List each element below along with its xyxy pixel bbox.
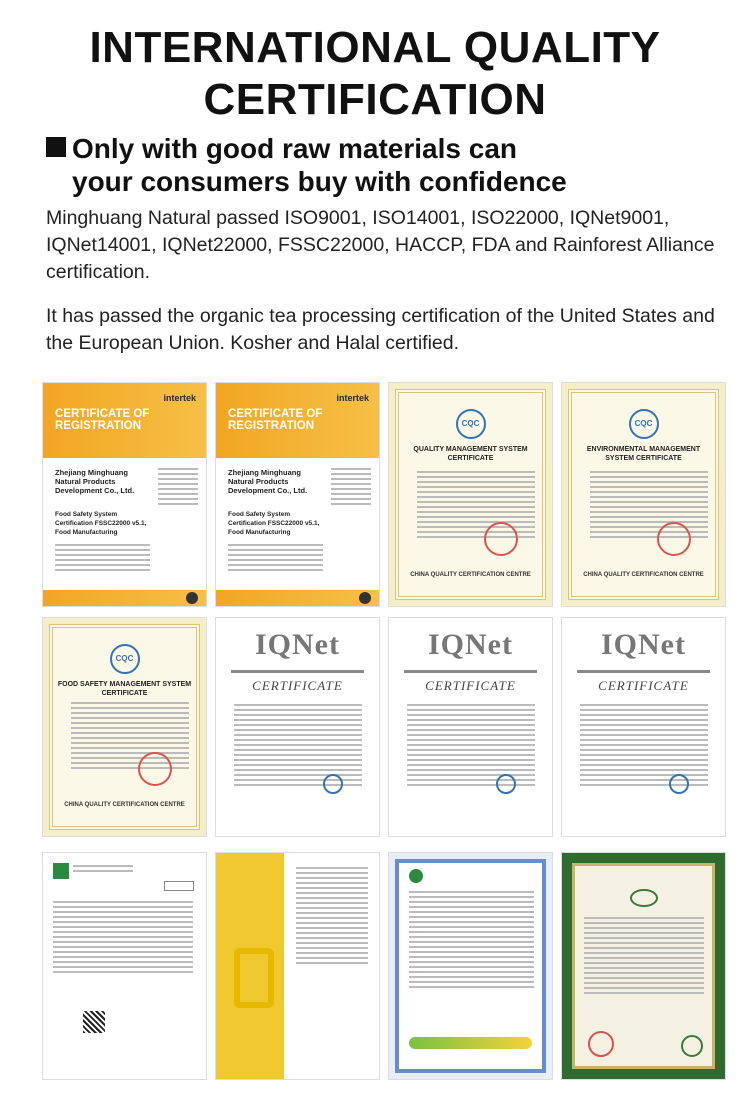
red-stamp-icon bbox=[484, 522, 518, 556]
iqnet-logo: IQNet bbox=[428, 628, 513, 661]
cqc-seal-icon: CQC bbox=[110, 644, 140, 674]
certificate-issuer: CHINA QUALITY CERTIFICATION CENTRE bbox=[64, 802, 185, 808]
certificate-halal-assurance-system-status bbox=[215, 852, 380, 1080]
certificate-standard: Food Safety System Certification FSSC22000 v5.1, Food Manufacturing bbox=[55, 511, 147, 536]
certificate-halal-document bbox=[42, 852, 207, 1080]
document-text-lines bbox=[53, 901, 193, 976]
intertek-logo: intertek bbox=[336, 393, 369, 403]
certificate-fssc-1 bbox=[42, 382, 207, 607]
certificate-header bbox=[216, 383, 379, 458]
halal-logo-icon bbox=[53, 863, 69, 879]
certificate-body bbox=[216, 458, 379, 606]
certificate-body bbox=[43, 458, 206, 606]
document-header-lines bbox=[73, 865, 133, 875]
certificate-text-lines bbox=[584, 917, 704, 997]
iqnet-logo: IQNet bbox=[255, 628, 340, 661]
certificate-majelis-ulama-indonesia bbox=[388, 852, 553, 1080]
certificate-halal-green bbox=[561, 852, 726, 1080]
certificate-text-lines bbox=[228, 544, 323, 574]
certificate-title: CERTIFICATE bbox=[425, 678, 516, 693]
certificate-issuer: CHINA QUALITY CERTIFICATION CENTRE bbox=[583, 572, 704, 578]
cqc-seal-icon: CQC bbox=[456, 409, 486, 439]
certificate-text-lines bbox=[55, 544, 150, 574]
red-stamp-icon bbox=[138, 752, 172, 786]
certificate-text-lines bbox=[71, 702, 189, 772]
certificate-title: CERTIFICATE bbox=[598, 678, 689, 693]
intertek-logo: intertek bbox=[163, 393, 196, 403]
certificate-food-safety-management bbox=[42, 617, 207, 837]
seal-icon bbox=[496, 774, 516, 794]
organic-paragraph: It has passed the organic tea processing certification of the United States and the European Union. Kosher and Halal certified. bbox=[46, 305, 715, 354]
halal-emblem-icon bbox=[630, 889, 658, 907]
certificate-side-lines bbox=[158, 468, 198, 508]
divider bbox=[404, 670, 537, 673]
certificate-frame bbox=[568, 389, 719, 600]
badge-icon bbox=[359, 592, 371, 604]
seal-icon bbox=[323, 774, 343, 794]
certificate-standard: Food Safety System Certification FSSC22000 v5.1, Food Manufacturing bbox=[228, 511, 320, 536]
certificate-iqnet-3 bbox=[561, 617, 726, 837]
certificate-frame bbox=[49, 624, 200, 830]
certificate-company: Zhejiang Minghuang Natural Products Development Co., Ltd. bbox=[228, 468, 308, 495]
divider bbox=[231, 670, 364, 673]
subtitle bbox=[46, 132, 567, 198]
subtitle-line-1: Only with good raw materials can bbox=[72, 133, 517, 164]
certificate-footer bbox=[43, 590, 206, 606]
certificate-title: FOOD SAFETY MANAGEMENT SYSTEM CERTIFICATE bbox=[57, 681, 192, 697]
title-line-1: INTERNATIONAL QUALITY bbox=[89, 23, 661, 72]
certificate-header-title: CERTIFICATE OF REGISTRATION bbox=[228, 408, 323, 432]
certificate-frame bbox=[395, 389, 546, 600]
red-stamp-icon bbox=[657, 522, 691, 556]
badge-icon bbox=[186, 592, 198, 604]
certificate-title: QUALITY MANAGEMENT SYSTEM CERTIFICATE bbox=[413, 446, 528, 462]
iqnet-logo: IQNet bbox=[601, 628, 686, 661]
mui-logo-icon bbox=[409, 869, 423, 883]
certificate-fssc-2 bbox=[215, 382, 380, 607]
certificate-side-lines bbox=[331, 468, 371, 508]
certificate-header bbox=[43, 383, 206, 458]
certificate-issuer: CHINA QUALITY CERTIFICATION CENTRE bbox=[410, 572, 531, 578]
red-stamp-icon bbox=[588, 1031, 614, 1057]
qr-code-icon bbox=[83, 1011, 105, 1033]
halal-letter-icon bbox=[234, 948, 274, 1008]
decorative-band bbox=[409, 1037, 532, 1049]
certificate-text-lines bbox=[590, 471, 708, 541]
certificate-quality-management bbox=[388, 382, 553, 607]
subtitle-line-2: your consumers buy with confidence bbox=[72, 166, 567, 197]
title-line-2: CERTIFICATION bbox=[203, 75, 547, 124]
certificate-text-lines bbox=[234, 704, 362, 789]
certificate-text-lines bbox=[407, 704, 535, 789]
certificate-text-lines bbox=[296, 867, 368, 967]
certificate-text-lines bbox=[417, 471, 535, 541]
divider bbox=[577, 670, 710, 673]
certificate-text-lines bbox=[580, 704, 708, 789]
certificate-environmental-management bbox=[561, 382, 726, 607]
certificate-footer bbox=[216, 590, 379, 606]
certificate-header-title: CERTIFICATE OF REGISTRATION bbox=[55, 408, 150, 432]
certification-paragraph: Minghuang Natural passed ISO9001, ISO14001, ISO22000, IQNet9001, IQNet14001, IQNet22000, FSSC22000, HACCP, FDA and Rainforest Alliance certification. bbox=[46, 207, 715, 283]
certificate-title: ENVIRONMENTAL MANAGEMENT SYSTEM CERTIFICATE bbox=[586, 446, 701, 462]
cqc-seal-icon: CQC bbox=[629, 409, 659, 439]
page-title bbox=[0, 22, 750, 126]
document-code-box bbox=[164, 881, 194, 891]
certificate-iqnet-1 bbox=[215, 617, 380, 837]
certificate-text-lines bbox=[409, 891, 534, 991]
certificate-company: Zhejiang Minghuang Natural Products Development Co., Ltd. bbox=[55, 468, 135, 495]
certificate-iqnet-2 bbox=[388, 617, 553, 837]
certificate-title: CERTIFICATE bbox=[252, 678, 343, 693]
square-bullet-icon bbox=[46, 137, 66, 157]
shc-logo-icon bbox=[681, 1035, 703, 1057]
seal-icon bbox=[669, 774, 689, 794]
